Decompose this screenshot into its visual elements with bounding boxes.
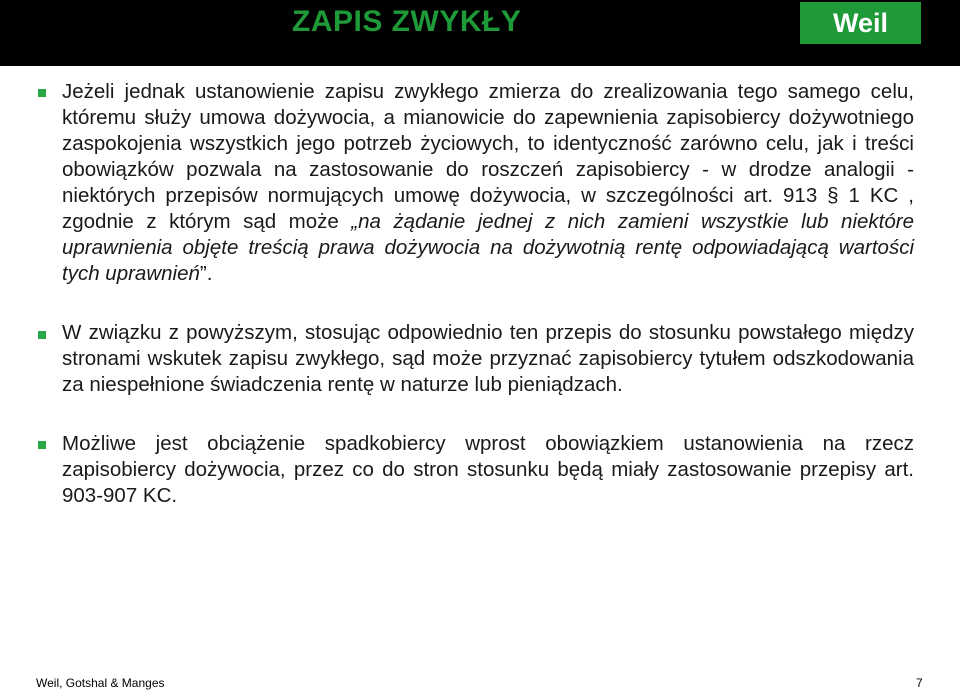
slide-title: ZAPIS ZWYKŁY bbox=[292, 5, 522, 38]
bullet-marker-icon bbox=[38, 89, 46, 97]
footer-page-number: 7 bbox=[916, 676, 923, 690]
paragraph-1-quote: „na żądanie jednej z nich zamieni wszystkie lub niektóre uprawnienia objęte treścią prawa dożywocia na dożywotnią rentę odpowiadającą wartości tych uprawnień bbox=[62, 210, 914, 285]
weil-logo: Weil bbox=[800, 2, 921, 44]
footer-company: Weil, Gotshal & Manges bbox=[36, 676, 165, 690]
bullet-paragraph-1 bbox=[62, 79, 914, 287]
bullet-marker-icon bbox=[38, 331, 46, 339]
paragraph-1-text: Jeżeli jednak ustanowienie zapisu zwykłego zmierza do zrealizowania tego samego celu, któremu służy umowa dożywocia, a mianowicie do zapewnienia zapisobiercy dożywotniego zaspokojenia wszystkich jego potrzeb życiowych, to identyczność zarówno celu, jak i treści obowiązków pozwala na zastosowanie do roszczeń zapisobiercy - w drodze analogii - niektórych przepisów normujących umowę dożywocia, w szczególności art. 913 § 1 KC , zgodnie z którym sąd może bbox=[62, 80, 914, 233]
slide-header bbox=[0, 0, 960, 66]
bullet-paragraph-2: W związku z powyższym, stosując odpowiednio ten przepis do stosunku powstałego między stronami wskutek zapisu zwykłego, sąd może przyznać zapisobiercy tytułem odszkodowania za niespełnione świadczenia rentę w naturze lub pieniądzach. bbox=[62, 321, 914, 396]
bullet-paragraph-3: Możliwe jest obciążenie spadkobiercy wprost obowiązkiem ustanowienia na rzecz zapisobiercy dożywocia, przez co do stron stosunku będą miały zastosowanie przepisy art. 903-907 KC. bbox=[62, 432, 914, 507]
paragraph-1-end: ”. bbox=[199, 262, 213, 285]
bullet-marker-icon bbox=[38, 441, 46, 449]
